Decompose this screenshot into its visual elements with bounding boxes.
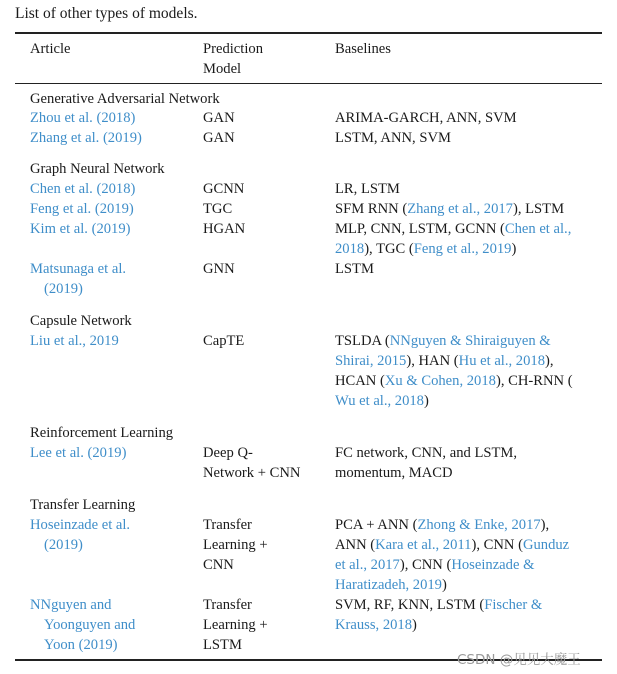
article-cell [30, 259, 195, 299]
baseline-citation-link[interactable]: Xu & Cohen, 2018 [384, 373, 496, 389]
model-line: Learning + [203, 617, 268, 633]
article-citation-link[interactable]: (2019) [44, 281, 83, 297]
prediction-model-cell [203, 219, 328, 239]
baselines-cell [335, 443, 603, 483]
model-line: Learning + [203, 537, 268, 553]
baselines-cell [335, 128, 603, 148]
article-cell [30, 443, 195, 463]
baselines-line [335, 199, 603, 219]
baselines-line [335, 239, 603, 259]
baseline-citation-link[interactable]: Gunduz [522, 537, 570, 553]
baseline-text: ), TGC ( [364, 241, 414, 257]
prediction-model-cell [203, 443, 328, 483]
model-line: LSTM [203, 637, 242, 653]
baselines-cell [335, 199, 603, 219]
baselines-line [335, 443, 603, 463]
category-heading: Generative Adversarial Network [30, 91, 220, 107]
baselines-line [335, 331, 603, 351]
baselines-line [335, 615, 603, 635]
table-row [0, 259, 617, 297]
article-citation-link[interactable]: Lee et al. (2019) [30, 445, 127, 461]
prediction-model-cell [203, 108, 328, 128]
prediction-model-cell [203, 179, 328, 199]
baselines-cell [335, 219, 603, 259]
model-line: CapTE [203, 333, 245, 349]
category-heading: Transfer Learning [30, 497, 136, 513]
baseline-citation-link[interactable]: Shirai, 2015 [335, 353, 407, 369]
article-citation-link[interactable]: (2019) [44, 537, 83, 553]
model-line: Transfer [203, 517, 252, 533]
baseline-text: ), [545, 353, 554, 369]
article-citation-link[interactable]: Feng et al. (2019) [30, 201, 134, 217]
baseline-text: ) [441, 577, 447, 593]
table-row [0, 515, 617, 593]
baseline-citation-link[interactable]: et al., 2017 [335, 557, 400, 573]
baseline-citation-link[interactable]: Zhang et al., 2017 [407, 201, 513, 217]
model-line: GAN [203, 130, 235, 146]
table-row [0, 128, 617, 148]
baseline-text: ANN ( [335, 537, 376, 553]
baseline-text: momentum, MACD [335, 465, 453, 481]
article-citation-link[interactable]: NNguyen and [30, 597, 112, 613]
table-row [0, 443, 617, 481]
watermark: CSDN @见见大魔王 [457, 652, 581, 668]
table-row [0, 199, 617, 219]
baseline-text: ), CNN ( [399, 557, 452, 573]
header-rule [15, 83, 602, 84]
baselines-line [335, 535, 603, 555]
baselines-line [335, 108, 603, 128]
article-citation-link[interactable]: Matsunaga et al. [30, 261, 127, 277]
baselines-line [335, 259, 603, 279]
baseline-text: ) [412, 617, 417, 633]
article-cell [30, 199, 195, 219]
baseline-text: PCA + ANN ( [335, 517, 418, 533]
baselines-line [335, 371, 603, 391]
baseline-text: ), [540, 517, 550, 533]
baseline-citation-link[interactable]: Kara et al., 2011 [375, 537, 472, 553]
category-heading: Graph Neural Network [30, 161, 165, 177]
baselines-line [335, 179, 603, 199]
baseline-text: ), CNN ( [471, 537, 523, 553]
baseline-text: MLP, CNN, LSTM, GCNN ( [335, 221, 505, 237]
table-row [0, 331, 617, 409]
prediction-model-cell [203, 331, 328, 351]
baselines-cell [335, 259, 603, 279]
baselines-line [335, 575, 603, 595]
baseline-citation-link[interactable]: 2018 [335, 241, 365, 257]
category-heading: Capsule Network [30, 313, 132, 329]
baseline-citation-link[interactable]: Hoseinzade & [451, 557, 535, 573]
article-citation-link[interactable]: Hoseinzade et al. [30, 517, 131, 533]
baselines-line [335, 515, 603, 535]
baselines-line [335, 555, 603, 575]
model-line: Deep Q- [203, 445, 253, 461]
baselines-line [335, 351, 603, 371]
prediction-model-cell [203, 259, 328, 279]
baseline-citation-link[interactable]: Krauss, 2018 [335, 617, 413, 633]
baseline-citation-link[interactable]: Haratizadeh, 2019 [335, 577, 442, 593]
article-cell [30, 219, 195, 239]
baseline-citation-link[interactable]: Hu et al., 2018 [458, 353, 545, 369]
baseline-text: HCAN ( [335, 373, 385, 389]
baselines-line [335, 595, 603, 615]
article-citation-link[interactable]: Yoonguyen and [44, 617, 136, 633]
prediction-model-cell [203, 595, 328, 655]
baseline-text: ) [511, 241, 517, 257]
article-citation-link[interactable]: Zhou et al. (2018) [30, 110, 136, 126]
table-row [0, 179, 617, 199]
baseline-text: ), CH-RNN ( [495, 373, 573, 389]
category-heading: Reinforcement Learning [30, 425, 174, 441]
baseline-text: LSTM [335, 261, 374, 277]
article-cell [30, 595, 195, 655]
baseline-text: LR, LSTM [335, 181, 400, 197]
table-row [0, 595, 617, 653]
prediction-model-cell [203, 199, 328, 219]
header-article: Article [30, 41, 71, 57]
header-prediction-line2: Model [203, 61, 242, 77]
baselines-line [335, 128, 603, 148]
baselines-line [335, 219, 603, 239]
article-citation-link[interactable]: Chen et al. (2018) [30, 181, 136, 197]
baselines-cell [335, 179, 603, 199]
article-citation-link[interactable]: Yoon (2019) [44, 637, 118, 653]
baseline-citation-link[interactable]: Zhong & Enke, 2017 [417, 517, 541, 533]
article-cell [30, 331, 195, 351]
model-line: GAN [203, 110, 235, 126]
article-cell [30, 128, 195, 148]
header-prediction-model [203, 39, 263, 79]
baselines-cell [335, 515, 603, 595]
baseline-citation-link[interactable]: Feng et al., 2019 [413, 241, 512, 257]
baseline-citation-link[interactable]: NNguyen & Shiraiguyen & [389, 333, 551, 349]
baseline-text: ), LSTM [512, 201, 565, 217]
table-caption: List of other types of models. [15, 5, 198, 22]
baseline-text: SFM RNN ( [335, 201, 408, 217]
baseline-citation-link[interactable]: Fischer & [484, 597, 543, 613]
prediction-model-cell [203, 515, 328, 575]
header-baselines: Baselines [335, 41, 391, 57]
header-prediction-line1: Prediction [203, 41, 263, 57]
baseline-text: ), HAN ( [406, 353, 459, 369]
model-line: TGC [203, 201, 233, 217]
baselines-cell [335, 108, 603, 128]
model-line: GCNN [203, 181, 245, 197]
baseline-text: FC network, CNN, and LSTM, [335, 445, 518, 461]
baseline-citation-link[interactable]: Wu et al., 2018 [335, 393, 424, 409]
table-row [0, 108, 617, 128]
prediction-model-cell [203, 128, 328, 148]
baselines-line [335, 391, 603, 411]
article-cell [30, 179, 195, 199]
baselines-cell [335, 331, 603, 411]
model-line: CNN [203, 557, 234, 573]
baseline-text: ARIMA-GARCH, ANN, SVM [335, 110, 517, 126]
article-citation-link[interactable]: Zhang et al. (2019) [30, 130, 142, 146]
article-citation-link[interactable]: Kim et al. (2019) [30, 221, 131, 237]
article-citation-link[interactable]: Liu et al., 2019 [30, 333, 119, 349]
model-line: Transfer [203, 597, 252, 613]
model-line: GNN [203, 261, 235, 277]
table-row [0, 219, 617, 257]
baseline-text: ) [423, 393, 429, 409]
article-cell [30, 108, 195, 128]
article-cell [30, 515, 195, 555]
model-line: Network + CNN [203, 465, 301, 481]
model-line: HGAN [203, 221, 246, 237]
baseline-text: LSTM, ANN, SVM [335, 130, 451, 146]
baseline-text: SVM, RF, KNN, LSTM ( [335, 597, 485, 613]
top-rule [15, 32, 602, 34]
baselines-cell [335, 595, 603, 635]
baselines-line [335, 463, 603, 483]
baseline-citation-link[interactable]: Chen et al., [504, 221, 572, 237]
baseline-text: TSLDA ( [335, 333, 390, 349]
